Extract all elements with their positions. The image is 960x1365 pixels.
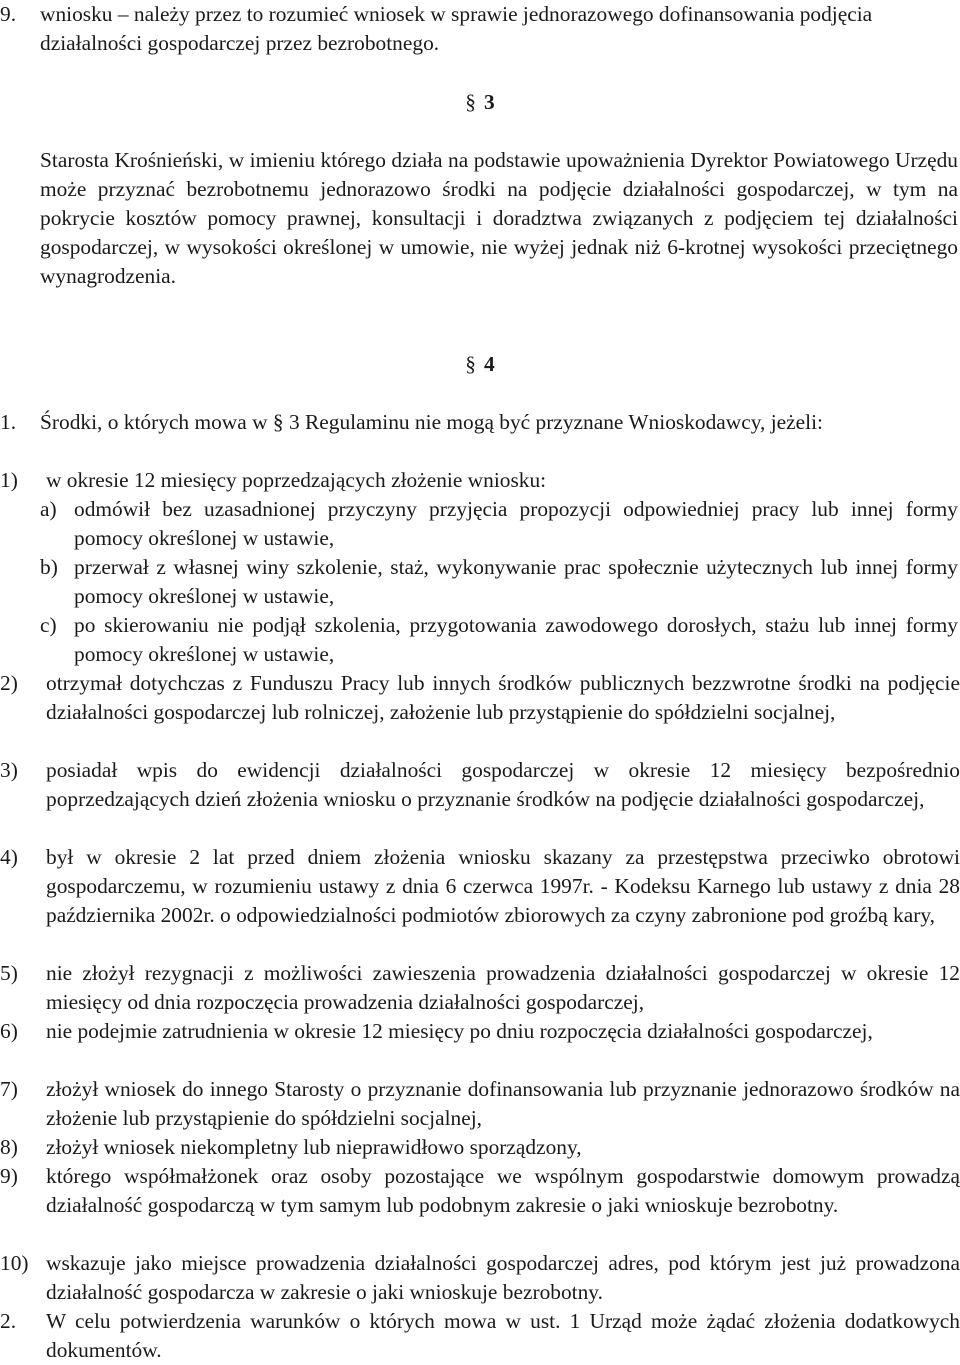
condition-item-10 bbox=[0, 1249, 960, 1307]
section-symbol: § bbox=[465, 90, 476, 114]
section-3-heading bbox=[0, 88, 960, 117]
item-number: 8) bbox=[0, 1135, 18, 1159]
sub-item-text: po skierowaniu nie podjął szkolenia, przygotowania zawodowego dorosłych, stażu lub innej formy pomocy określonej w ustawie, bbox=[74, 613, 958, 666]
sub-item-letter: c) bbox=[40, 613, 57, 637]
intro-text-a: Środki, o których mowa w bbox=[40, 410, 268, 434]
sub-item-text: przerwał z własnej winy szkolenie, staż, wykonywanie prac społecznie użytecznych lub innej formy pomocy określonej w ustawie, bbox=[74, 555, 958, 608]
item-text: otrzymał dotychczas z Funduszu Pracy lub innych środków publicznych bezzwrotne środki na podjęcie działalności gospodarczej lub rolniczej, założenie lub przystąpienie do spółdzielni socjalnej, bbox=[46, 671, 960, 724]
condition-item-5 bbox=[0, 959, 960, 1017]
paragraph-number: 2. bbox=[0, 1309, 17, 1333]
condition-item-9 bbox=[0, 1162, 960, 1220]
definition-item-9 bbox=[0, 0, 960, 58]
item-text: którego współmałżonek oraz osoby pozostające we wspólnym gospodarstwie domowym prowadzą działalność gospodarczą w tym samym lub podobnym zakresie o jaki wnioskuje bezrobotny. bbox=[46, 1164, 960, 1217]
item-number: 3) bbox=[0, 758, 18, 782]
condition-item-7 bbox=[0, 1075, 960, 1133]
item-text: nie podejmie zatrudnienia w okresie 12 miesięcy po dniu rozpoczęcia działalności gospodarczej, bbox=[46, 1019, 873, 1043]
paragraph-number: 1. bbox=[0, 410, 17, 434]
sub-item-text: odmówił bez uzasadnionej przyczyny przyjęcia propozycji odpowiedniej pracy lub innej formy pomocy określonej w ustawie, bbox=[74, 497, 958, 550]
paragraph-2 bbox=[0, 1307, 960, 1365]
item-number: 10) bbox=[0, 1251, 29, 1275]
item-number: 6) bbox=[0, 1019, 18, 1043]
item-text: wskazuje jako miejsce prowadzenia działalności gospodarczej adres, pod którym jest już prowadzona działalność gospodarcza w zakresie o jaki wnioskuje bezrobotny. bbox=[46, 1251, 960, 1304]
condition-item-8 bbox=[0, 1133, 960, 1162]
paragraph-text: W celu potwierdzenia warunków o których mowa w ust. 1 Urząd może żądać złożenia dodatkowych dokumentów. bbox=[46, 1309, 960, 1362]
section-number: 4 bbox=[484, 352, 495, 376]
item-text: był w okresie 2 lat przed dniem złożenia wniosku skazany za przestępstwa przeciwko obrotowi gospodarczemu, w rozumieniu ustawy z dnia 6 czerwca 1997r. - Kodeksu Karnego lub ustawy z dnia 28 października 2002r. o odpowiedzialności podmiotów zbiorowych za czyny zabronione pod groźbą kary, bbox=[46, 845, 960, 927]
item-text: wniosku – należy przez to rozumieć wniosek w sprawie jednorazowego dofinansowania podjęcia działalności gospodarczej przez bezrobotnego. bbox=[40, 2, 873, 55]
item-number: 2) bbox=[0, 671, 18, 695]
condition-item-1 bbox=[0, 466, 960, 495]
sub-item-letter: a) bbox=[40, 497, 57, 521]
intro-text-b: 3 Regulaminu nie mogą być przyznane Wnioskodawcy, jeżeli: bbox=[288, 410, 823, 434]
section-number: 3 bbox=[484, 90, 495, 114]
paragraph-1 bbox=[0, 408, 960, 437]
item-number: 5) bbox=[0, 961, 18, 985]
item-text: nie złożył rezygnacji z możliwości zawieszenia prowadzenia działalności gospodarczej w okresie 12 miesięcy od dnia rozpoczęcia prowadzenia działalności gospodarczej, bbox=[46, 961, 960, 1014]
item-number: 1) bbox=[0, 468, 18, 492]
sub-item-letter: b) bbox=[40, 555, 58, 579]
section-3-text: Starosta Krośnieński, w imieniu którego działa na podstawie upoważnienia Dyrektor Powiatowego Urzędu może przyznać bezrobotnemu jednorazowo środki na podjęcie działalności gospodarczej, w tym na pokrycie kosztów pomocy prawnej, konsultacji i doradztwa związanych z podjęciem tej działalności gospodarczej, w wysokości określonej w umowie, nie wyżej jednak niż 6-krotnej wysokości przeciętnego wynagrodzenia. bbox=[40, 148, 958, 288]
item-text: w okresie 12 miesięcy poprzedzających złożenie wniosku: bbox=[46, 468, 547, 492]
item-number: 9) bbox=[0, 1164, 18, 1188]
condition-item-2 bbox=[0, 669, 960, 727]
sub-item-c bbox=[40, 611, 958, 669]
item-number: 4) bbox=[0, 845, 18, 869]
section-symbol: § bbox=[272, 410, 284, 434]
item-text: posiadał wpis do ewidencji działalności gospodarczej w okresie 12 miesięcy bezpośrednio poprzedzających dzień złożenia wniosku o przyznanie środków na podjęcie działalności gospodarczej, bbox=[46, 758, 960, 811]
condition-item-4 bbox=[0, 843, 960, 930]
section-4-heading bbox=[0, 350, 960, 379]
item-text: złożył wniosek do innego Starosty o przyznanie dofinansowania lub przyznanie jednorazowo środków na złożenie lub przystąpienie do spółdzielni socjalnej, bbox=[46, 1077, 960, 1130]
section-symbol: § bbox=[465, 352, 476, 376]
sub-item-b bbox=[40, 553, 958, 611]
paragraph-intro bbox=[18, 408, 960, 437]
item-text: złożył wniosek niekompletny lub nieprawidłowo sporządzony, bbox=[46, 1135, 582, 1159]
condition-item-3 bbox=[0, 756, 960, 814]
condition-item-6 bbox=[0, 1017, 960, 1046]
sub-item-a bbox=[40, 495, 958, 553]
item-number: 9. bbox=[0, 2, 17, 26]
item-number: 7) bbox=[0, 1077, 18, 1101]
